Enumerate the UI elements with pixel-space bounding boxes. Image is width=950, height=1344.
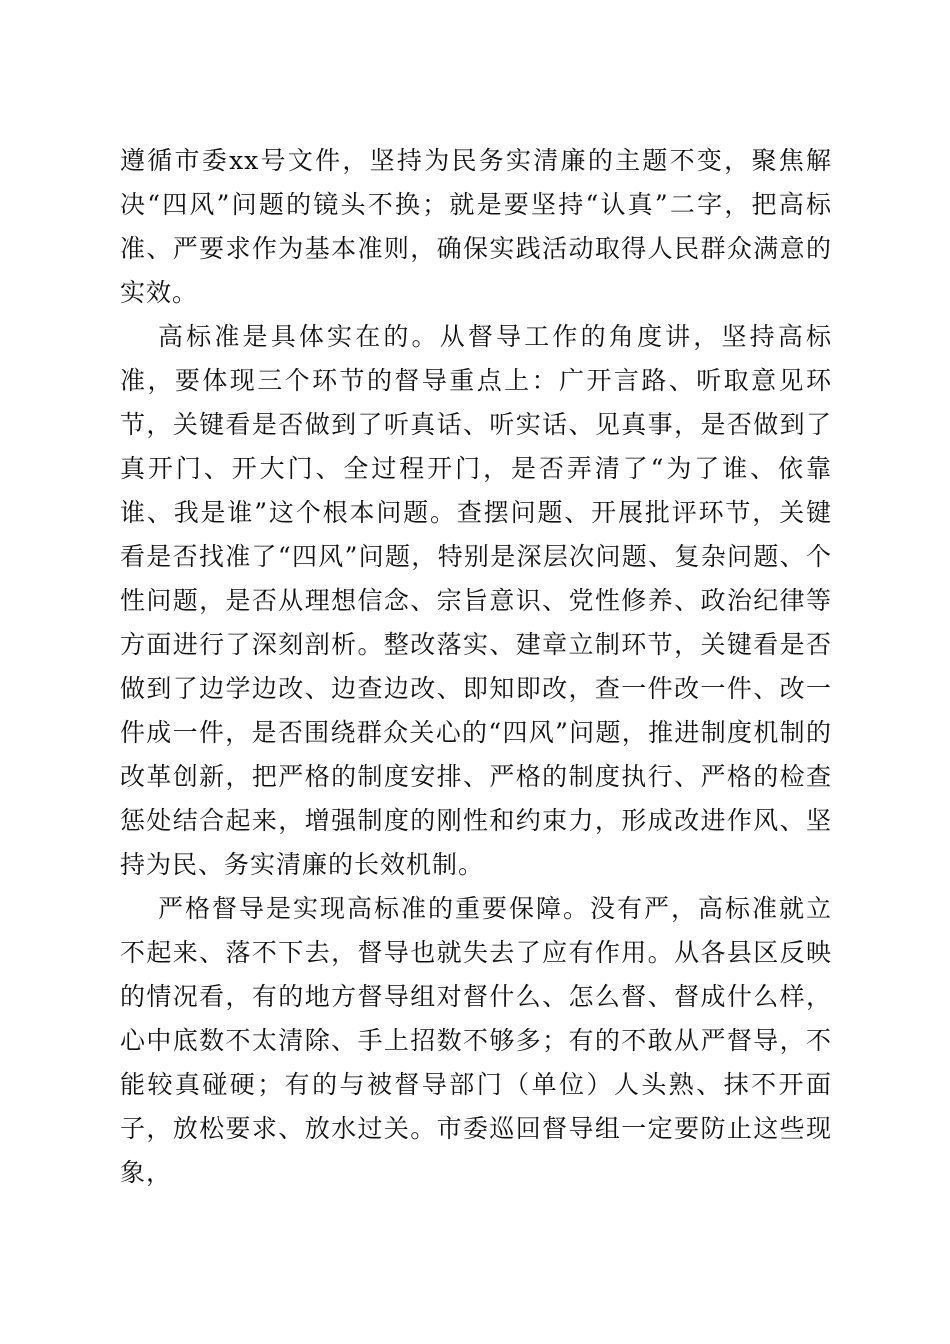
paragraph-continuation: 遵循市委xx号文件，坚持为民务实清廉的主题不变，聚焦解决“四风”问题的镜头不换；就是要坚持“认真”二字，把高标准、严要求作为基本准则，确保实践活动取得人民群众满意的实效。 (120, 146, 832, 307)
document-body (120, 139, 832, 1195)
paragraph-high-standard: 高标准是具体实在的。从督导工作的角度讲，坚持高标准，要体现三个环节的督导重点上：广开言路、听取意见环节，关键看是否做到了听真话、听实话、见真事，是否做到了真开门、开大门、全过程开门，是否弄清了“为了谁、依靠谁、我是谁”这个根本问题。查摆问题、开展批评环节，关键看是否找准了“四风”问题，特别是深层次问题、复杂问题、个性问题，是否从理想信念、宗旨意识、党性修养、政治纪律等方面进行了深刻剖析。整改落实、建章立制环节，关键看是否做到了边学边改、边查边改、即知即改，查一件改一件、改一件成一件，是否围绕群众关心的“四风”问题，推进制度机制的改革创新，把严格的制度安排、严格的制度执行、严格的检查惩处结合起来，增强制度的刚性和约束力，形成改进作风、坚持为民、务实清廉的长效机制。 (120, 322, 832, 879)
paragraph-strict-supervision: 严格督导是实现高标准的重要保障。没有严，高标准就立不起来、落不下去，督导也就失去了应有作用。从各县区反映的情况看，有的地方督导组对督什么、怎么督、督成什么样，心中底数不太清除、手上招数不够多；有的不敢从严督导，不能较真碰硬；有的与被督导部门（单位）人头熟、抹不开面子，放松要求、放水过关。市委巡回督导组一定要防止这些现象， (120, 894, 832, 1187)
